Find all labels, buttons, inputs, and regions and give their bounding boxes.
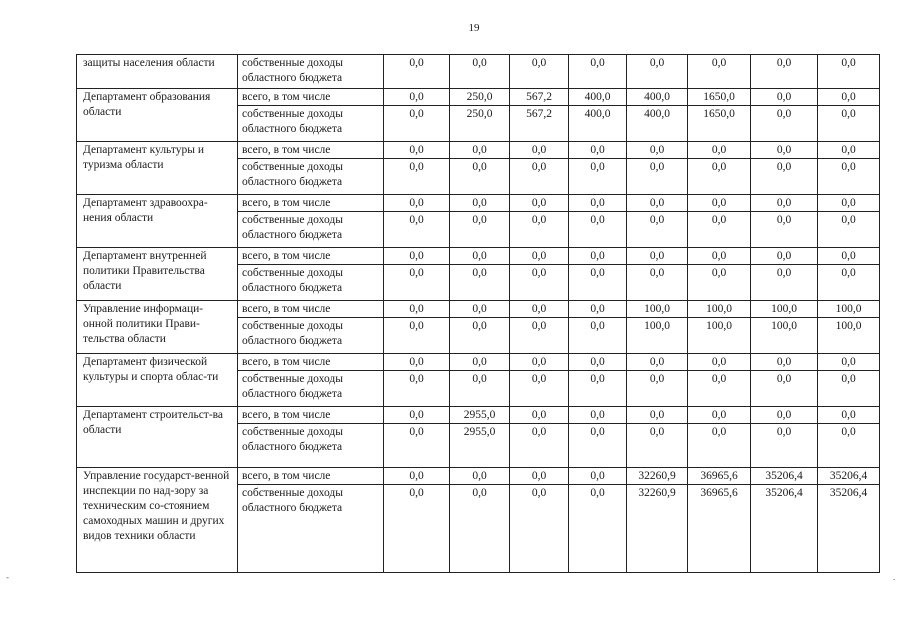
amount-cell: 0,0 xyxy=(627,195,688,212)
amount-cell: 0,0 xyxy=(569,142,627,159)
amount-cell: 0,0 xyxy=(450,248,510,265)
amount-cell: 0,0 xyxy=(751,106,818,142)
funding-source-cell: всего, в том числе xyxy=(238,407,384,424)
amount-cell: 0,0 xyxy=(384,407,450,424)
amount-cell: 0,0 xyxy=(384,89,450,106)
amount-cell: 0,0 xyxy=(627,407,688,424)
organization-cell: Департамент культуры и туризма области xyxy=(77,142,238,195)
amount-cell: 0,0 xyxy=(818,265,880,301)
amount-cell: 0,0 xyxy=(569,248,627,265)
amount-cell: 250,0 xyxy=(450,106,510,142)
amount-cell: 0,0 xyxy=(818,407,880,424)
organization-cell: Управление информаци-онной политики Прави-тельства области xyxy=(77,301,238,354)
funding-source-cell: собственные доходы областного бюджета xyxy=(238,212,384,248)
amount-cell: 0,0 xyxy=(569,424,627,468)
amount-cell: 0,0 xyxy=(450,301,510,318)
amount-cell: 250,0 xyxy=(450,89,510,106)
amount-cell: 0,0 xyxy=(627,55,688,89)
amount-cell: 0,0 xyxy=(818,248,880,265)
amount-cell: 0,0 xyxy=(688,159,751,195)
amount-cell: 0,0 xyxy=(569,159,627,195)
funding-source-cell: собственные доходы областного бюджета xyxy=(238,106,384,142)
amount-cell: 1650,0 xyxy=(688,89,751,106)
table-row xyxy=(77,407,880,424)
amount-cell: 0,0 xyxy=(384,354,450,371)
amount-cell: 0,0 xyxy=(384,106,450,142)
amount-cell: 0,0 xyxy=(751,142,818,159)
amount-cell: 35206,4 xyxy=(818,485,880,573)
amount-cell: 0,0 xyxy=(510,354,569,371)
funding-source-cell: собственные доходы областного бюджета xyxy=(238,318,384,354)
organization-cell: Департамент здравоохра-нения области xyxy=(77,195,238,248)
table-row xyxy=(77,248,880,265)
amount-cell: 0,0 xyxy=(450,142,510,159)
amount-cell: 100,0 xyxy=(627,301,688,318)
amount-cell: 32260,9 xyxy=(627,468,688,485)
amount-cell: 0,0 xyxy=(384,468,450,485)
amount-cell: 0,0 xyxy=(510,212,569,248)
amount-cell: 0,0 xyxy=(450,354,510,371)
funding-source-cell: всего, в том числе xyxy=(238,142,384,159)
funding-source-cell: всего, в том числе xyxy=(238,195,384,212)
amount-cell: 0,0 xyxy=(450,468,510,485)
amount-cell: 36965,6 xyxy=(688,485,751,573)
amount-cell: 0,0 xyxy=(818,159,880,195)
amount-cell: 0,0 xyxy=(510,248,569,265)
funding-source-cell: собственные доходы областного бюджета xyxy=(238,265,384,301)
amount-cell: 0,0 xyxy=(688,142,751,159)
amount-cell: 0,0 xyxy=(510,195,569,212)
organization-cell: Департамент физической культуры и спорта облас-ти xyxy=(77,354,238,407)
amount-cell: 0,0 xyxy=(569,468,627,485)
amount-cell: 0,0 xyxy=(384,212,450,248)
amount-cell: 0,0 xyxy=(751,89,818,106)
amount-cell: 400,0 xyxy=(627,106,688,142)
amount-cell: 0,0 xyxy=(510,485,569,573)
amount-cell: 0,0 xyxy=(751,248,818,265)
amount-cell: 36965,6 xyxy=(688,468,751,485)
amount-cell: 32260,9 xyxy=(627,485,688,573)
amount-cell: 1650,0 xyxy=(688,106,751,142)
amount-cell: 0,0 xyxy=(818,142,880,159)
amount-cell: 0,0 xyxy=(751,55,818,89)
amount-cell: 0,0 xyxy=(450,265,510,301)
amount-cell: 0,0 xyxy=(384,424,450,468)
amount-cell: 0,0 xyxy=(384,159,450,195)
amount-cell: 0,0 xyxy=(450,371,510,407)
amount-cell: 0,0 xyxy=(627,354,688,371)
funding-source-cell: собственные доходы областного бюджета xyxy=(238,485,384,573)
amount-cell: 0,0 xyxy=(751,354,818,371)
amount-cell: 2955,0 xyxy=(450,424,510,468)
scan-mark: - xyxy=(6,572,9,582)
funding-source-cell: всего, в том числе xyxy=(238,89,384,106)
amount-cell: 400,0 xyxy=(569,106,627,142)
amount-cell: 0,0 xyxy=(510,301,569,318)
amount-cell: 0,0 xyxy=(510,318,569,354)
amount-cell: 0,0 xyxy=(569,212,627,248)
amount-cell: 0,0 xyxy=(751,371,818,407)
amount-cell: 0,0 xyxy=(627,142,688,159)
table-row xyxy=(77,354,880,371)
amount-cell: 0,0 xyxy=(627,371,688,407)
amount-cell: 0,0 xyxy=(510,142,569,159)
page-number: 19 xyxy=(468,22,480,34)
amount-cell: 0,0 xyxy=(569,407,627,424)
amount-cell: 0,0 xyxy=(450,485,510,573)
amount-cell: 0,0 xyxy=(569,55,627,89)
amount-cell: 567,2 xyxy=(510,106,569,142)
amount-cell: 0,0 xyxy=(751,424,818,468)
amount-cell: 0,0 xyxy=(569,354,627,371)
amount-cell: 100,0 xyxy=(818,318,880,354)
table-row xyxy=(77,89,880,106)
amount-cell: 0,0 xyxy=(510,407,569,424)
amount-cell: 0,0 xyxy=(688,407,751,424)
amount-cell: 0,0 xyxy=(688,55,751,89)
amount-cell: 0,0 xyxy=(450,318,510,354)
amount-cell: 0,0 xyxy=(627,212,688,248)
amount-cell: 0,0 xyxy=(688,212,751,248)
amount-cell: 0,0 xyxy=(569,485,627,573)
amount-cell: 0,0 xyxy=(569,265,627,301)
table-row xyxy=(77,55,880,89)
amount-cell: 400,0 xyxy=(569,89,627,106)
amount-cell: 0,0 xyxy=(627,159,688,195)
amount-cell: 35206,4 xyxy=(751,468,818,485)
amount-cell: 0,0 xyxy=(510,265,569,301)
amount-cell: 100,0 xyxy=(751,318,818,354)
amount-cell: 0,0 xyxy=(688,248,751,265)
organization-cell: Управление государст-венной инспекции по над-зору за техническим со-стоянием самоходных машин и других видов техники области xyxy=(77,468,238,573)
amount-cell: 100,0 xyxy=(818,301,880,318)
amount-cell: 0,0 xyxy=(818,195,880,212)
funding-source-cell: всего, в том числе xyxy=(238,248,384,265)
organization-cell: Департамент внутренней политики Правительства области xyxy=(77,248,238,301)
amount-cell: 0,0 xyxy=(384,301,450,318)
table-row xyxy=(77,301,880,318)
amount-cell: 0,0 xyxy=(384,55,450,89)
amount-cell: 0,0 xyxy=(569,195,627,212)
amount-cell: 0,0 xyxy=(384,248,450,265)
amount-cell: 0,0 xyxy=(818,354,880,371)
funding-source-cell: собственные доходы областного бюджета xyxy=(238,159,384,195)
amount-cell: 100,0 xyxy=(751,301,818,318)
organization-cell: Департамент строительст-ва области xyxy=(77,407,238,468)
funding-source-cell: собственные доходы областного бюджета xyxy=(238,55,384,89)
amount-cell: 0,0 xyxy=(627,248,688,265)
amount-cell: 0,0 xyxy=(688,265,751,301)
amount-cell: 0,0 xyxy=(384,142,450,159)
amount-cell: 0,0 xyxy=(510,159,569,195)
amount-cell: 0,0 xyxy=(510,468,569,485)
organization-cell: Департамент образования области xyxy=(77,89,238,142)
amount-cell: 100,0 xyxy=(688,318,751,354)
amount-cell: 0,0 xyxy=(688,424,751,468)
amount-cell: 0,0 xyxy=(751,265,818,301)
amount-cell: 0,0 xyxy=(510,55,569,89)
amount-cell: 0,0 xyxy=(569,371,627,407)
amount-cell: 0,0 xyxy=(569,301,627,318)
budget-table xyxy=(76,54,880,573)
amount-cell: 0,0 xyxy=(627,424,688,468)
funding-source-cell: всего, в том числе xyxy=(238,354,384,371)
amount-cell: 0,0 xyxy=(450,195,510,212)
amount-cell: 0,0 xyxy=(688,195,751,212)
scan-mark: . xyxy=(893,572,896,582)
amount-cell: 0,0 xyxy=(384,318,450,354)
amount-cell: 2955,0 xyxy=(450,407,510,424)
amount-cell: 0,0 xyxy=(751,159,818,195)
amount-cell: 0,0 xyxy=(751,212,818,248)
amount-cell: 0,0 xyxy=(818,212,880,248)
amount-cell: 400,0 xyxy=(627,89,688,106)
amount-cell: 0,0 xyxy=(688,354,751,371)
amount-cell: 0,0 xyxy=(510,424,569,468)
amount-cell: 0,0 xyxy=(627,265,688,301)
funding-source-cell: собственные доходы областного бюджета xyxy=(238,371,384,407)
amount-cell: 0,0 xyxy=(569,318,627,354)
amount-cell: 0,0 xyxy=(450,55,510,89)
amount-cell: 0,0 xyxy=(818,55,880,89)
amount-cell: 35206,4 xyxy=(818,468,880,485)
amount-cell: 0,0 xyxy=(384,371,450,407)
amount-cell: 100,0 xyxy=(688,301,751,318)
amount-cell: 0,0 xyxy=(688,371,751,407)
amount-cell: 0,0 xyxy=(751,195,818,212)
funding-source-cell: всего, в том числе xyxy=(238,301,384,318)
table-row xyxy=(77,195,880,212)
organization-cell: защиты населения области xyxy=(77,55,238,89)
amount-cell: 0,0 xyxy=(384,485,450,573)
amount-cell: 0,0 xyxy=(450,159,510,195)
amount-cell: 35206,4 xyxy=(751,485,818,573)
table-row xyxy=(77,468,880,485)
amount-cell: 0,0 xyxy=(818,424,880,468)
amount-cell: 567,2 xyxy=(510,89,569,106)
amount-cell: 100,0 xyxy=(627,318,688,354)
funding-source-cell: собственные доходы областного бюджета xyxy=(238,424,384,468)
funding-source-cell: всего, в том числе xyxy=(238,468,384,485)
amount-cell: 0,0 xyxy=(384,195,450,212)
amount-cell: 0,0 xyxy=(818,89,880,106)
amount-cell: 0,0 xyxy=(818,106,880,142)
amount-cell: 0,0 xyxy=(450,212,510,248)
amount-cell: 0,0 xyxy=(751,407,818,424)
table-row xyxy=(77,142,880,159)
amount-cell: 0,0 xyxy=(818,371,880,407)
amount-cell: 0,0 xyxy=(384,265,450,301)
amount-cell: 0,0 xyxy=(510,371,569,407)
